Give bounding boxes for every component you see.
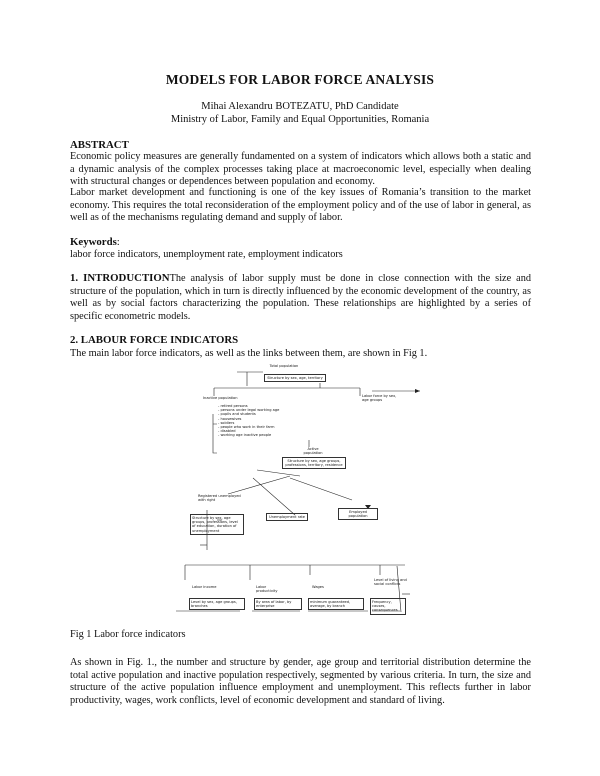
inactive-item: - working age inactive people — [218, 433, 272, 438]
inactive-item: - soldiers — [218, 420, 235, 425]
node-employed-population: Employed population — [338, 508, 378, 520]
abstract-heading: ABSTRACT — [70, 139, 129, 151]
intro-heading: 1. INTRODUCTION — [70, 272, 170, 284]
node-age-groups: Labor force by sex, age groups — [362, 394, 397, 403]
keywords-heading: Keywords — [70, 236, 117, 248]
keywords-text: labor force indicators, unemployment rate, employment indicators — [70, 249, 343, 260]
inactive-item: - housewives — [218, 416, 242, 421]
node-labor-productivity: Labor productivity — [256, 585, 278, 594]
node-inactive-list — [218, 404, 282, 438]
node-labor-income-detail: Level by sex, age groups, branches — [189, 598, 245, 610]
inactive-item: - retired persons — [218, 404, 248, 408]
node-registered-unemployed: Registered unemployed with right — [198, 494, 241, 503]
node-active-population: Active population — [303, 447, 323, 456]
node-level-of-living-detail: Frequency, causes, consequences — [370, 598, 406, 615]
inactive-item: - persons under legal working age — [218, 408, 280, 413]
node-total-population: Total population — [269, 364, 299, 368]
node-unemployment-rate: Unemployment rate — [266, 513, 308, 521]
inactive-item: - people who work in their farm — [218, 425, 275, 430]
paper-title: MODELS FOR LABOR FORCE ANALYSIS — [165, 72, 435, 87]
abstract-paragraph-2: Labor market development and functioning is one of the key issues of Romania’s transition to the market economy. This requires the total reconsideration of the employment policy and of the use of labor in general, as well as of the mechanisms regulating demand and supply of labor. — [70, 187, 531, 224]
node-inactive-population: Inactive population — [203, 396, 238, 400]
abstract-paragraph-1: Economic policy measures are generally fundamented on a system of indicators which allows both a static and a dynamic analysis of the complex processes taking place at macroeconomic level, especially when dealing with structural changes or dependences between population and economy. — [70, 151, 531, 188]
node-labor-productivity-detail: By area of labor, by enterprise — [254, 598, 302, 610]
node-level-of-living: Level of living and social conflicts — [374, 578, 407, 587]
node-labor-income: Labor income — [192, 585, 217, 589]
node-active-structure: Structure by sex, age groups, professions, territory, residence — [282, 457, 346, 469]
node-wages: Wages — [312, 585, 324, 589]
inactive-item: - pupils and students — [218, 412, 256, 417]
node-structure: Structure by sex, age, territory — [264, 374, 326, 382]
section2-text: The main labor force indicators, as well as the links between them, are shown in Fig 1. — [70, 348, 428, 359]
closing-paragraph: As shown in Fig. 1., the number and structure by gender, age group and territorial distribution determine the total active population and inactive population respectively, segmented by various criteria. In turn, the size and structure of the active population influence employment and unemployment. This reflects further in labor productivity, wages, work conflicts, level of economic development and standard of living. — [70, 657, 531, 706]
figure-caption: Fig 1 Labor force indicators — [70, 629, 186, 640]
section2-heading: 2. LABOUR FORCE INDICATORS — [70, 334, 239, 346]
author-affiliation: Ministry of Labor, Family and Equal Opportunities, Romania — [170, 114, 430, 125]
author-name: Mihai Alexandru BOTEZATU, PhD Candidate — [201, 101, 399, 112]
keywords-heading-line: Keywords: — [70, 236, 120, 248]
node-wages-detail: minimum guaranteed, average, by branch — [308, 598, 364, 610]
node-registered-structure: Structure by sex, age groups, professions, level of education, duration of unemployment — [190, 514, 244, 535]
intro-text: The analysis of labor supply must be done in close connection with the size and structure of the population, which in turn is directly influenced by the economic development of the country, as well as by social factors characterizing the population. These relationships are highlighted by a series of specific econometric models. — [70, 273, 532, 322]
inactive-item: - disabled — [218, 429, 236, 434]
